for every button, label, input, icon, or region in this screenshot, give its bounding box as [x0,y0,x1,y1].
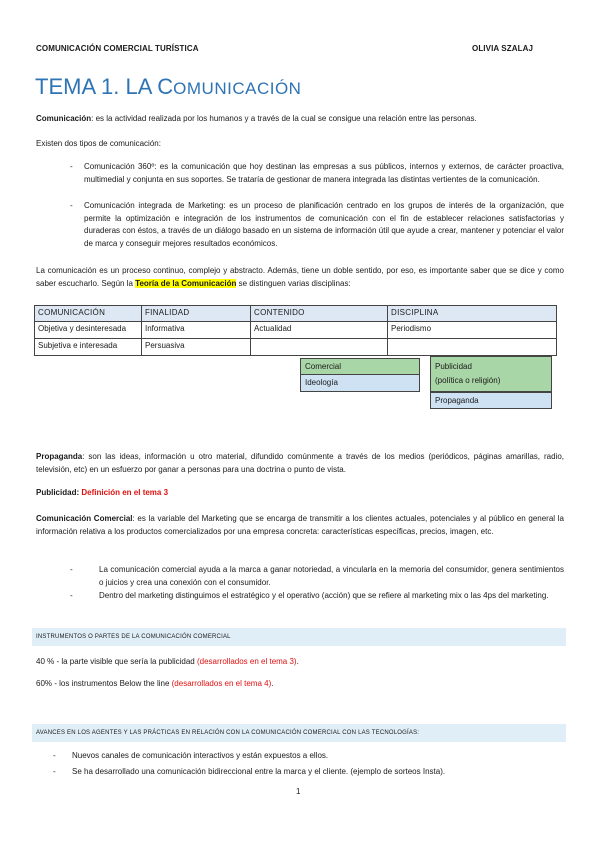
definition-publicidad: Publicidad: Definición en el tema 3 [36,488,169,497]
instrument-40-ref: (desarrollados en el tema 3) [196,657,297,666]
bullet-marketing-mix: Dentro del marketing distinguimos el estratégico y el operativo (acción) que se refiere al marketing mix o las 4ps del marketing. [99,591,549,600]
propaganda-label: Propaganda [36,452,83,461]
bullet-dash: - [70,162,73,171]
instrument-60-end: . [271,679,274,688]
bullet-notoriedad: La comunicación comercial ayuda a la marca a ganar notoriedad, a vincularla en la memoria del consumidor, genera sentimientos o juicios y crea una conexión con el consumidor. [99,565,564,587]
instrument-40-end: . [296,657,299,666]
proceso-text-before: La comunicación es un proceso continuo, complejo y abstracto. Además, tiene un doble sentido, por eso, es importante saber que se dice y como saber escucharlo. Según la [36,266,564,288]
box-comercial: Comercial [300,358,420,375]
table-header: COMUNICACIÓN [35,306,142,322]
table-cell [251,339,388,356]
section-instrumentos: INSTRUMENTOS O PARTES DE LA COMUNICACIÓN COMERCIAL [32,628,566,646]
table-cell: Periodismo [388,322,557,339]
table-header: CONTENIDO [251,306,388,322]
header-author: OLIVIA SZALAJ [472,44,534,53]
instrument-60-ref: (desarrollados en el tema 4) [171,679,272,688]
title-rest: OMUNICACIÓN [173,79,302,98]
page-title [35,74,301,100]
publicidad-label: Publicidad [435,362,472,371]
paragraph-proceso [36,265,564,290]
header-course: COMUNICACIÓN COMERCIAL TURÍSTICA [36,44,199,53]
table-cell: Persuasiva [142,339,251,356]
bullet-nuevos-canales: Nuevos canales de comunicación interactivos y están expuestos a ellos. [72,751,329,760]
publicidad-reference: Definición en el tema 3 [81,488,169,497]
table-header: FINALIDAD [142,306,251,322]
disciplines-table [34,305,557,356]
publicidad-term: Publicidad [36,488,77,497]
table-cell: Actualidad [251,322,388,339]
table-header: DISCIPLINA [388,306,557,322]
table-cell [388,339,557,356]
comercial-text: : es la variable del Marketing que se encarga de transmitir a los clientes actuales, potenciales y al público en general la información relativa a los productos comercializados por una empresa concreta: características específicas, precios, imagen, etc. [36,514,564,536]
title-main: TEMA 1. LA C [35,74,174,99]
table-cell: Subjetiva e interesada [35,339,142,356]
table-header-row [35,306,557,322]
bullet-comunicacion-integrada: Comunicación integrada de Marketing: es un proceso de planificación centrado en los grupos de interés de la organización, que permite la optimización e integración de los instrumentos de comunicación con el fin de establecer relaciones satisfactorias y duraderas con éstos, a través de un diálogo basado en un sistema de información útil que ayude a crear, mantener y potenciar el valor de marca y conseguir mejores resultados económicos. [84,201,564,248]
bullet-dash: - [70,591,73,600]
highlight-teoria: Teoría de la Comunicación [135,278,237,288]
table-cell: Objetiva y desinteresada [35,322,142,339]
proceso-text-after: se distinguen varias disciplinas: [236,278,351,288]
page-number: 1 [296,787,301,796]
table-row [35,322,557,339]
bullet-dash: - [70,565,73,574]
box-ideologia: Ideología [300,374,420,392]
box-publicidad [430,356,552,392]
instrument-40-text: 40 % - la parte visible que sería la publicidad [36,657,197,666]
box-propaganda: Propaganda [430,392,552,409]
instrument-40 [36,656,564,669]
table-cell: Informativa [142,322,251,339]
comercial-label: Comunicación Comercial [36,514,133,523]
bullet-dash: - [53,767,56,776]
instrument-60-text: 60% - los instrumentos Below the line [36,679,172,688]
instrument-60 [36,678,564,691]
publicidad-note: (política o religión) [435,376,501,385]
section-avances: AVANCES EN LOS AGENTES Y LAS PRÁCTICAS EN RELACIÓN CON LA COMUNICACIÓN COMERCIAL CON LAS TECNOLOGÍAS: [32,724,566,742]
definition-comunicacion [36,113,564,126]
bullet-dash: - [70,201,73,210]
table-row [35,339,557,356]
bullet-bidireccional: Se ha desarrollado una comunicación bidireccional entre la marca y el cliente. (ejemplo de sorteos Insta). [72,767,446,776]
definition-comunicacion-comercial [36,513,564,538]
propaganda-text: : son las ideas, información u otro material, difundido comúnmente a través de los medios (periódicos, páginas amarillas, radio, televisión, etc) en un esfuerzo por ganar a personas para una doctrina o punto de vista. [36,452,564,474]
definition-text: : es la actividad realizada por los humanos y a través de la cual se consigue una relación entre las personas. [91,114,477,123]
bullet-comunicacion-360: Comunicación 360º: es la comunicación que hoy destinan las empresas a sus públicos, internos y externos, de carácter proactiva, multimedial y conjunta en sus soportes. Se trataría de gestionar de manera integrada las distintas vertientes de la comunicación. [84,162,564,184]
definition-label: Comunicación [36,114,92,123]
intro-types: Existen dos tipos de comunicación: [36,139,161,148]
definition-propaganda [36,451,564,476]
bullet-dash: - [53,751,56,760]
